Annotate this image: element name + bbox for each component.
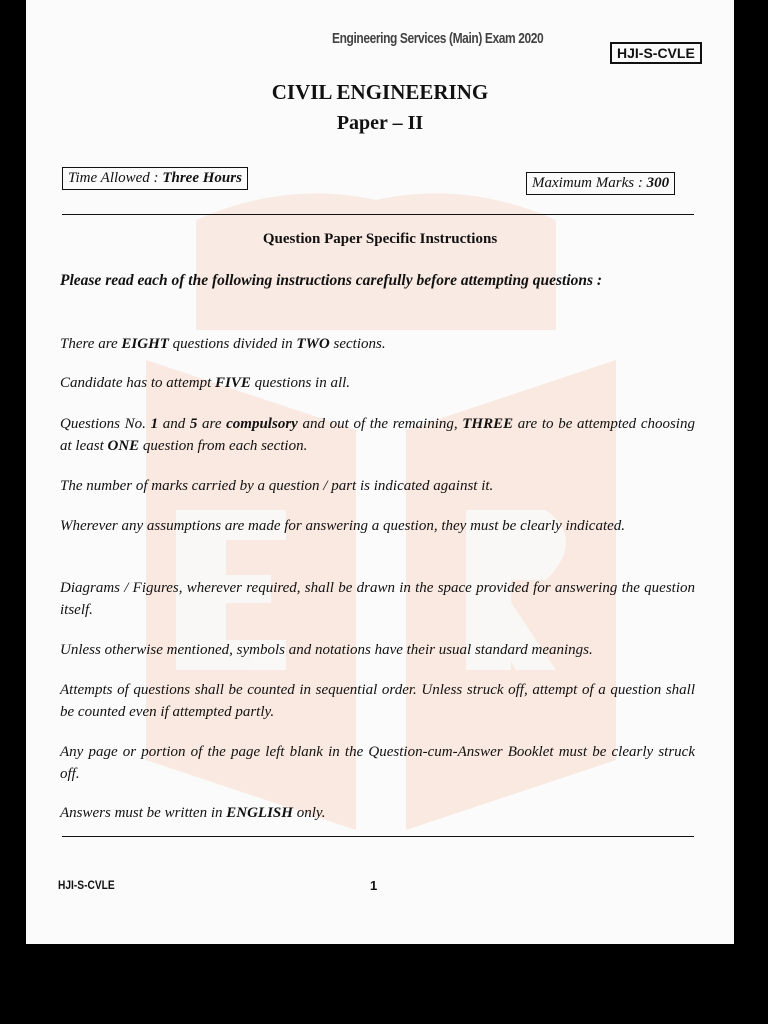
marks-value: 300: [646, 175, 670, 191]
instruction-item: Unless otherwise mentioned, symbols and notations have their usual standard meanings.: [60, 642, 593, 658]
time-value: Three Hours: [162, 170, 242, 186]
time-allowed-box: [62, 167, 248, 190]
instruction-item: There are EIGHT questions divided in TWO sections.: [60, 336, 386, 352]
paper-code-top: HJI-S-CVLE: [610, 42, 702, 64]
instruction-item: Any page or portion of the page left blank in the Question-cum-Answer Booklet must be clearly struck off.: [60, 744, 695, 782]
bottom-divider: [62, 836, 694, 837]
instruction-item: Candidate has to attempt FIVE questions in all.: [60, 375, 351, 391]
exam-stamp: Engineering Services (Main) Exam 2020: [332, 30, 544, 47]
subject-title: CIVIL ENGINEERING: [271, 80, 489, 104]
instruction-item: Questions No. 1 and 5 are compulsory and out of the remaining, THREE are to be attempted choosing at least ONE question from each section.: [60, 416, 695, 454]
time-label: Time Allowed :: [68, 170, 163, 186]
lead-instruction: Please read each of the following instructions carefully before attempting questions :: [60, 272, 603, 289]
paper-code-footer: HJI-S-CVLE: [58, 878, 115, 892]
question-paper-page: [26, 0, 734, 944]
instructions-heading: Question Paper Specific Instructions: [262, 231, 498, 247]
marks-label: Maximum Marks :: [532, 175, 647, 191]
instruction-item: The number of marks carried by a question / part is indicated against it.: [60, 478, 494, 494]
instruction-item: Diagrams / Figures, wherever required, shall be drawn in the space provided for answering the question itself.: [60, 580, 695, 618]
instruction-item: Attempts of questions shall be counted in sequential order. Unless struck off, attempt of a question shall be counted even if attempted partly.: [60, 682, 695, 720]
instruction-item: Answers must be written in ENGLISH only.: [60, 805, 326, 821]
page-number: 1: [370, 878, 378, 893]
paper-number: Paper – II: [336, 112, 424, 134]
maximum-marks-box: [526, 172, 675, 195]
instruction-item: Wherever any assumptions are made for answering a question, they must be clearly indicated.: [60, 518, 626, 534]
top-divider: [62, 214, 694, 215]
